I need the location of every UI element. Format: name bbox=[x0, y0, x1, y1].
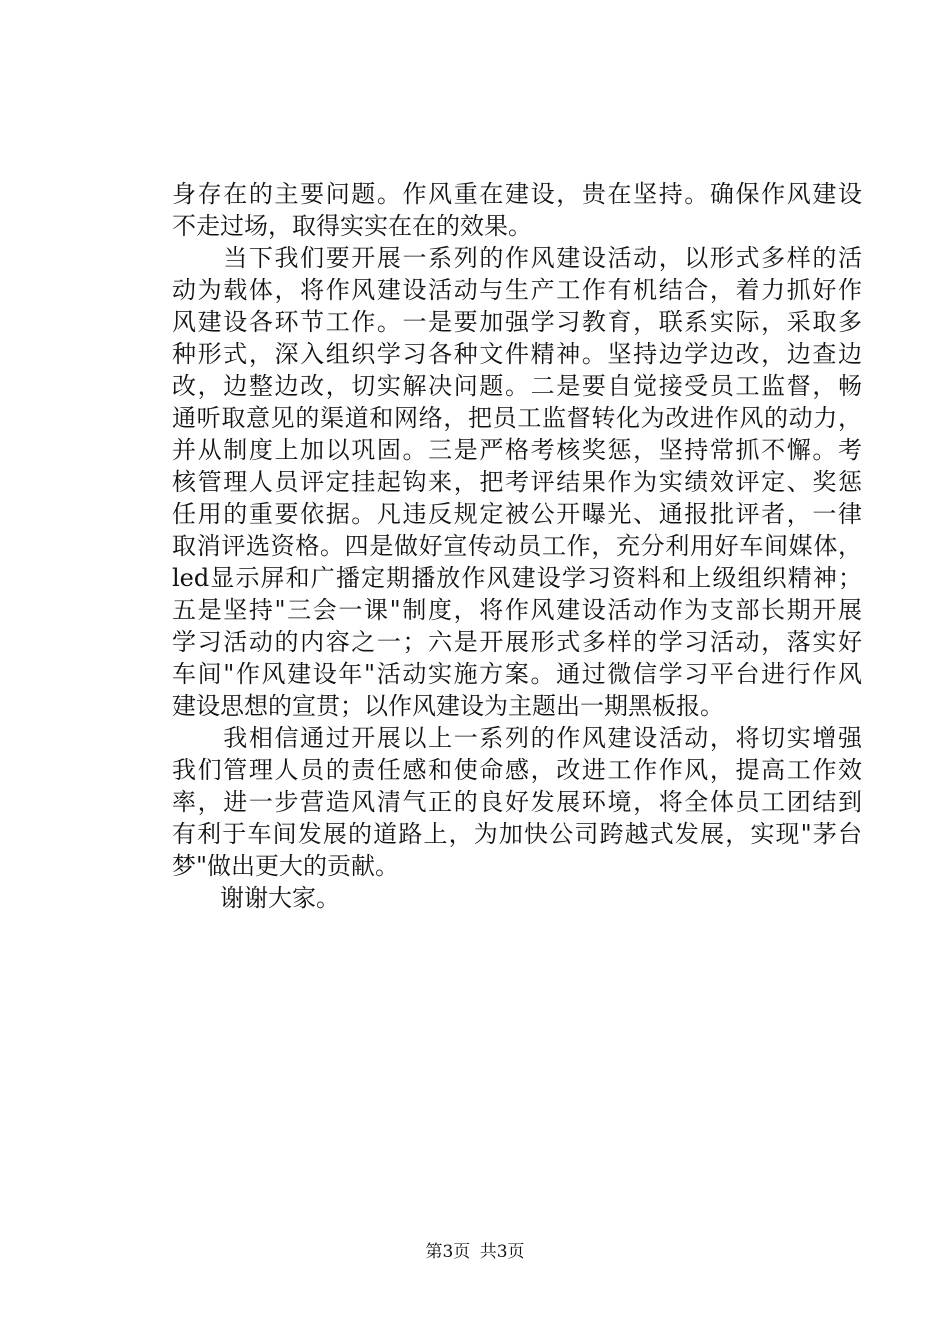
text-line: 有利于车间发展的道路上，为加快公司跨越式发展，实现"茅台 bbox=[172, 820, 862, 848]
text-line: 身存在的主要问题。作风重在建设，贵在坚持。确保作风建设 bbox=[172, 180, 862, 208]
text-line: 动为载体，将作风建设活动与生产工作有机结合，着力抓好作 bbox=[172, 276, 862, 304]
text-line: 核管理人员评定挂起钩来，把考评结果作为实绩效评定、奖惩 bbox=[172, 468, 862, 496]
page-number: 第3页 bbox=[425, 1242, 471, 1262]
text-line: 建设思想的宣贯；以作风建设为主题出一期黑板报。 bbox=[172, 692, 724, 720]
paragraph-start: 我相信通过开展以上一系列的作风建设活动，将切实增强 bbox=[172, 724, 862, 752]
page-total: 共3页 bbox=[479, 1242, 525, 1262]
text-line: 率，进一步营造风清气正的良好发展环境，将全体员工团结到 bbox=[172, 788, 862, 816]
text-line: 五是坚持"三会一课"制度，将作风建设活动作为支部长期开展 bbox=[172, 596, 862, 624]
text-line: 取消评选资格。四是做好宣传动员工作，充分利用好车间媒体， bbox=[172, 532, 862, 560]
text-line: 改，边整边改，切实解决问题。二是要自觉接受员工监督，畅 bbox=[172, 372, 862, 400]
text-line: 并从制度上加以巩固。三是严格考核奖惩，坚持常抓不懈。考 bbox=[172, 436, 862, 464]
closing-line: 谢谢大家。 bbox=[172, 884, 340, 912]
text-line: 梦"做出更大的贡献。 bbox=[172, 852, 400, 880]
text-line: 学习活动的内容之一；六是开展形式多样的学习活动，落实好 bbox=[172, 628, 862, 656]
text-line: 种形式，深入组织学习各种文件精神。坚持边学边改，边查边 bbox=[172, 340, 862, 368]
text-line: 风建设各环节工作。一是要加强学习教育，联系实际，采取多 bbox=[172, 308, 862, 336]
text-line: led显示屏和广播定期播放作风建设学习资料和上级组织精神； bbox=[172, 564, 862, 592]
text-line: 不走过场，取得实实在在的效果。 bbox=[172, 212, 532, 240]
text-line: 我们管理人员的责任感和使命感，改进工作作风，提高工作效 bbox=[172, 756, 862, 784]
text-line: 通听取意见的渠道和网络，把员工监督转化为改进作风的动力， bbox=[172, 404, 862, 432]
text-line: 车间"作风建设年"活动实施方案。通过微信学习平台进行作风 bbox=[172, 660, 862, 688]
paragraph-start: 当下我们要开展一系列的作风建设活动，以形式多样的活 bbox=[172, 244, 862, 272]
page-footer bbox=[0, 1241, 950, 1263]
text-line: 任用的重要依据。凡违反规定被公开曝光、通报批评者，一律 bbox=[172, 500, 862, 528]
